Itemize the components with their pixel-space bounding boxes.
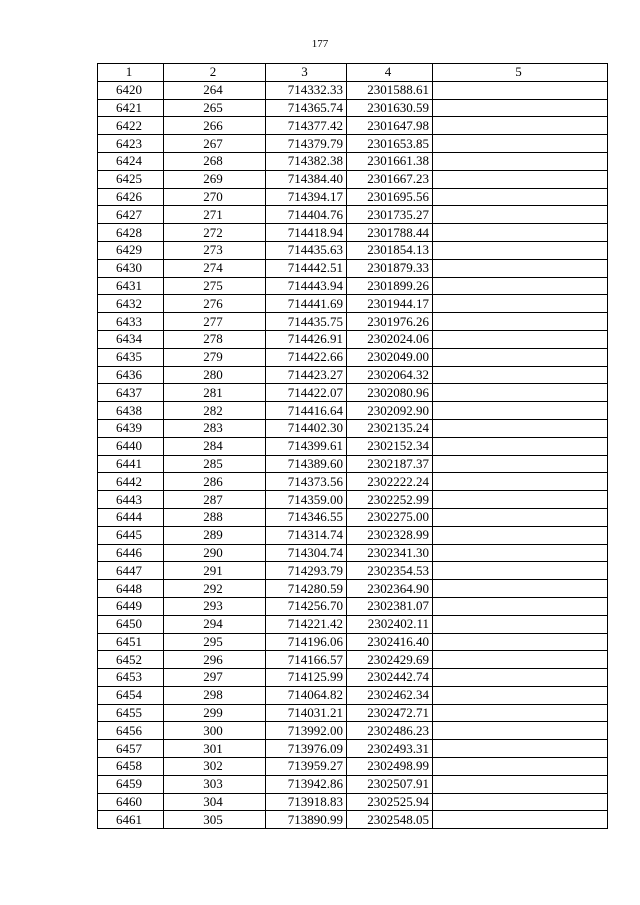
table-cell-col-2: 267 — [164, 135, 266, 153]
table-cell-col-1: 6447 — [98, 562, 164, 580]
table-row — [98, 508, 608, 526]
table-cell-col-1: 6454 — [98, 686, 164, 704]
table-row — [98, 348, 608, 366]
table-cell-col-1: 6443 — [98, 491, 164, 509]
header-row — [98, 64, 608, 82]
table-cell-col-1: 6428 — [98, 224, 164, 242]
table-cell-col-3: 714379.79 — [266, 135, 347, 153]
table-cell-col-4: 2302525.94 — [347, 793, 433, 811]
table-cell-col-5 — [433, 491, 608, 509]
table-cell-col-4: 2302252.99 — [347, 491, 433, 509]
table-cell-col-2: 272 — [164, 224, 266, 242]
table-cell-col-3: 714416.64 — [266, 402, 347, 420]
table-cell-col-3: 714389.60 — [266, 455, 347, 473]
table-cell-col-2: 301 — [164, 740, 266, 758]
table-cell-col-4: 2301976.26 — [347, 313, 433, 331]
table-cell-col-4: 2302275.00 — [347, 508, 433, 526]
table-cell-col-1: 6439 — [98, 419, 164, 437]
table-cell-col-4: 2301630.59 — [347, 99, 433, 117]
table-cell-col-5 — [433, 526, 608, 544]
table-cell-col-3: 714377.42 — [266, 117, 347, 135]
table-cell-col-1: 6437 — [98, 384, 164, 402]
table-cell-col-5 — [433, 313, 608, 331]
table-row — [98, 402, 608, 420]
table-cell-col-1: 6420 — [98, 81, 164, 99]
table-cell-col-2: 282 — [164, 402, 266, 420]
table-cell-col-1: 6429 — [98, 241, 164, 259]
table-row — [98, 615, 608, 633]
table-row — [98, 259, 608, 277]
table-cell-col-3: 714256.70 — [266, 597, 347, 615]
table-cell-col-4: 2301944.17 — [347, 295, 433, 313]
table-cell-col-4: 2302049.00 — [347, 348, 433, 366]
table-cell-col-4: 2301695.56 — [347, 188, 433, 206]
table-cell-col-3: 713918.83 — [266, 793, 347, 811]
table-row — [98, 277, 608, 295]
table-row — [98, 704, 608, 722]
table-cell-col-1: 6451 — [98, 633, 164, 651]
table-cell-col-1: 6446 — [98, 544, 164, 562]
table-row — [98, 544, 608, 562]
table-cell-col-4: 2302328.99 — [347, 526, 433, 544]
table-cell-col-5 — [433, 669, 608, 687]
table-cell-col-2: 284 — [164, 437, 266, 455]
table-cell-col-3: 714435.75 — [266, 313, 347, 331]
table-cell-col-1: 6452 — [98, 651, 164, 669]
table-cell-col-3: 714365.74 — [266, 99, 347, 117]
table-cell-col-5 — [433, 722, 608, 740]
table-cell-col-2: 268 — [164, 152, 266, 170]
column-header-4: 4 — [347, 64, 433, 82]
table-cell-col-2: 296 — [164, 651, 266, 669]
table-cell-col-4: 2302402.11 — [347, 615, 433, 633]
table-cell-col-5 — [433, 259, 608, 277]
table-row — [98, 686, 608, 704]
table-row — [98, 366, 608, 384]
table-cell-col-2: 291 — [164, 562, 266, 580]
table-cell-col-1: 6442 — [98, 473, 164, 491]
table-cell-col-4: 2301647.98 — [347, 117, 433, 135]
table-cell-col-5 — [433, 704, 608, 722]
table-cell-col-3: 714196.06 — [266, 633, 347, 651]
table-row — [98, 526, 608, 544]
table-cell-col-4: 2302354.53 — [347, 562, 433, 580]
table-cell-col-4: 2301735.27 — [347, 206, 433, 224]
table-cell-col-2: 270 — [164, 188, 266, 206]
table-row — [98, 491, 608, 509]
column-header-2: 2 — [164, 64, 266, 82]
table-cell-col-4: 2302341.30 — [347, 544, 433, 562]
table-cell-col-3: 714442.51 — [266, 259, 347, 277]
table-cell-col-3: 714422.66 — [266, 348, 347, 366]
table-cell-col-4: 2301879.33 — [347, 259, 433, 277]
table-cell-col-4: 2302381.07 — [347, 597, 433, 615]
table-cell-col-2: 278 — [164, 330, 266, 348]
table-cell-col-5 — [433, 580, 608, 598]
table-cell-col-1: 6445 — [98, 526, 164, 544]
table-cell-col-2: 276 — [164, 295, 266, 313]
table-row — [98, 651, 608, 669]
table-row — [98, 384, 608, 402]
table-cell-col-2: 290 — [164, 544, 266, 562]
table-cell-col-4: 2301899.26 — [347, 277, 433, 295]
table-cell-col-1: 6455 — [98, 704, 164, 722]
table-row — [98, 740, 608, 758]
table-cell-col-4: 2301667.23 — [347, 170, 433, 188]
table-cell-col-1: 6431 — [98, 277, 164, 295]
table-cell-col-2: 266 — [164, 117, 266, 135]
table-cell-col-5 — [433, 811, 608, 829]
table-cell-col-1: 6450 — [98, 615, 164, 633]
table-cell-col-3: 713959.27 — [266, 758, 347, 776]
table-row — [98, 455, 608, 473]
table-row — [98, 562, 608, 580]
table-cell-col-1: 6424 — [98, 152, 164, 170]
table-cell-col-3: 713992.00 — [266, 722, 347, 740]
column-header-5: 5 — [433, 64, 608, 82]
table-cell-col-3: 714125.99 — [266, 669, 347, 687]
table-cell-col-1: 6456 — [98, 722, 164, 740]
table-row — [98, 419, 608, 437]
table-cell-col-1: 6444 — [98, 508, 164, 526]
table-cell-col-5 — [433, 170, 608, 188]
table-cell-col-1: 6434 — [98, 330, 164, 348]
table-cell-col-3: 714422.07 — [266, 384, 347, 402]
table-cell-col-1: 6427 — [98, 206, 164, 224]
table-cell-col-5 — [433, 455, 608, 473]
table-cell-col-2: 300 — [164, 722, 266, 740]
table-row — [98, 473, 608, 491]
table-cell-col-3: 714332.33 — [266, 81, 347, 99]
table-cell-col-1: 6422 — [98, 117, 164, 135]
table-cell-col-2: 297 — [164, 669, 266, 687]
table-cell-col-4: 2302092.90 — [347, 402, 433, 420]
table-cell-col-2: 281 — [164, 384, 266, 402]
table-row — [98, 188, 608, 206]
table-row — [98, 81, 608, 99]
table-cell-col-1: 6458 — [98, 758, 164, 776]
table-cell-col-5 — [433, 508, 608, 526]
table-cell-col-2: 273 — [164, 241, 266, 259]
table-cell-col-5 — [433, 295, 608, 313]
column-header-1: 1 — [98, 64, 164, 82]
table-cell-col-4: 2302064.32 — [347, 366, 433, 384]
table-cell-col-4: 2302429.69 — [347, 651, 433, 669]
table-cell-col-2: 279 — [164, 348, 266, 366]
table-cell-col-3: 714404.76 — [266, 206, 347, 224]
table-cell-col-5 — [433, 277, 608, 295]
table-cell-col-5 — [433, 330, 608, 348]
table-cell-col-4: 2301588.61 — [347, 81, 433, 99]
coordinates-table — [97, 63, 608, 829]
table-row — [98, 437, 608, 455]
table-cell-col-3: 714423.27 — [266, 366, 347, 384]
table-cell-col-2: 293 — [164, 597, 266, 615]
table-cell-col-3: 713942.86 — [266, 775, 347, 793]
table-cell-col-1: 6461 — [98, 811, 164, 829]
table-cell-col-5 — [433, 651, 608, 669]
table-cell-col-1: 6449 — [98, 597, 164, 615]
table-cell-col-5 — [433, 615, 608, 633]
table-header — [98, 64, 608, 82]
table-cell-col-2: 265 — [164, 99, 266, 117]
table-cell-col-3: 714373.56 — [266, 473, 347, 491]
table-cell-col-2: 264 — [164, 81, 266, 99]
table-cell-col-2: 274 — [164, 259, 266, 277]
table-cell-col-3: 714384.40 — [266, 170, 347, 188]
table-cell-col-4: 2301661.38 — [347, 152, 433, 170]
table-cell-col-2: 305 — [164, 811, 266, 829]
table-cell-col-3: 714443.94 — [266, 277, 347, 295]
table-row — [98, 330, 608, 348]
table-cell-col-2: 304 — [164, 793, 266, 811]
table-cell-col-3: 714221.42 — [266, 615, 347, 633]
table-row — [98, 295, 608, 313]
table-row — [98, 135, 608, 153]
table-cell-col-5 — [433, 793, 608, 811]
table-cell-col-4: 2301854.13 — [347, 241, 433, 259]
table-row — [98, 669, 608, 687]
table-row — [98, 224, 608, 242]
table-cell-col-3: 714399.61 — [266, 437, 347, 455]
table-cell-col-3: 713976.09 — [266, 740, 347, 758]
table-cell-col-5 — [433, 188, 608, 206]
table-cell-col-5 — [433, 544, 608, 562]
table-cell-col-2: 292 — [164, 580, 266, 598]
table-cell-col-1: 6430 — [98, 259, 164, 277]
table-cell-col-3: 714402.30 — [266, 419, 347, 437]
table-cell-col-4: 2302442.74 — [347, 669, 433, 687]
table-cell-col-5 — [433, 224, 608, 242]
table-cell-col-2: 285 — [164, 455, 266, 473]
table-cell-col-5 — [433, 348, 608, 366]
table-body — [98, 81, 608, 828]
table-cell-col-3: 714418.94 — [266, 224, 347, 242]
table-cell-col-2: 269 — [164, 170, 266, 188]
table-cell-col-4: 2302548.05 — [347, 811, 433, 829]
table-row — [98, 241, 608, 259]
table-cell-col-5 — [433, 473, 608, 491]
table-cell-col-4: 2301653.85 — [347, 135, 433, 153]
table-cell-col-4: 2301788.44 — [347, 224, 433, 242]
table-cell-col-3: 714304.74 — [266, 544, 347, 562]
table-row — [98, 758, 608, 776]
table-cell-col-2: 298 — [164, 686, 266, 704]
table-cell-col-3: 714166.57 — [266, 651, 347, 669]
table-cell-col-2: 289 — [164, 526, 266, 544]
table-cell-col-4: 2302493.31 — [347, 740, 433, 758]
table-row — [98, 722, 608, 740]
table-cell-col-4: 2302152.34 — [347, 437, 433, 455]
table-cell-col-1: 6440 — [98, 437, 164, 455]
table-cell-col-2: 286 — [164, 473, 266, 491]
table-cell-col-4: 2302472.71 — [347, 704, 433, 722]
table-cell-col-5 — [433, 597, 608, 615]
table-cell-col-3: 714064.82 — [266, 686, 347, 704]
table-row — [98, 152, 608, 170]
table-cell-col-2: 283 — [164, 419, 266, 437]
table-cell-col-3: 714382.38 — [266, 152, 347, 170]
table-row — [98, 580, 608, 598]
table-cell-col-5 — [433, 384, 608, 402]
table-cell-col-4: 2302024.06 — [347, 330, 433, 348]
table-cell-col-1: 6435 — [98, 348, 164, 366]
table-cell-col-5 — [433, 117, 608, 135]
table-row — [98, 793, 608, 811]
table-cell-col-3: 714441.69 — [266, 295, 347, 313]
table-cell-col-4: 2302507.91 — [347, 775, 433, 793]
table-cell-col-5 — [433, 152, 608, 170]
table-cell-col-2: 275 — [164, 277, 266, 295]
table-cell-col-4: 2302222.24 — [347, 473, 433, 491]
table-cell-col-5 — [433, 437, 608, 455]
table-cell-col-4: 2302364.90 — [347, 580, 433, 598]
table-row — [98, 775, 608, 793]
table-row — [98, 99, 608, 117]
table-cell-col-2: 277 — [164, 313, 266, 331]
table-row — [98, 206, 608, 224]
table-row — [98, 170, 608, 188]
page-number: 177 — [311, 38, 329, 50]
column-header-3: 3 — [266, 64, 347, 82]
table-cell-col-1: 6425 — [98, 170, 164, 188]
table-cell-col-2: 288 — [164, 508, 266, 526]
table-cell-col-3: 714314.74 — [266, 526, 347, 544]
table-cell-col-2: 280 — [164, 366, 266, 384]
table-cell-col-3: 714031.21 — [266, 704, 347, 722]
table-cell-col-3: 714359.00 — [266, 491, 347, 509]
table-cell-col-5 — [433, 135, 608, 153]
table-cell-col-5 — [433, 366, 608, 384]
table-cell-col-5 — [433, 633, 608, 651]
table-cell-col-3: 714394.17 — [266, 188, 347, 206]
table-cell-col-4: 2302462.34 — [347, 686, 433, 704]
table-cell-col-2: 303 — [164, 775, 266, 793]
table-cell-col-2: 302 — [164, 758, 266, 776]
table-cell-col-5 — [433, 241, 608, 259]
table-cell-col-4: 2302080.96 — [347, 384, 433, 402]
table-cell-col-4: 2302486.23 — [347, 722, 433, 740]
table-cell-col-5 — [433, 758, 608, 776]
table-cell-col-3: 713890.99 — [266, 811, 347, 829]
table-cell-col-1: 6453 — [98, 669, 164, 687]
table-cell-col-1: 6433 — [98, 313, 164, 331]
table-cell-col-1: 6436 — [98, 366, 164, 384]
table-cell-col-5 — [433, 740, 608, 758]
table-cell-col-1: 6432 — [98, 295, 164, 313]
table-cell-col-4: 2302187.37 — [347, 455, 433, 473]
table-row — [98, 313, 608, 331]
table-row — [98, 633, 608, 651]
table-cell-col-1: 6459 — [98, 775, 164, 793]
table-cell-col-3: 714280.59 — [266, 580, 347, 598]
table-cell-col-5 — [433, 419, 608, 437]
table-cell-col-4: 2302135.24 — [347, 419, 433, 437]
table-cell-col-2: 295 — [164, 633, 266, 651]
table-cell-col-5 — [433, 81, 608, 99]
table-cell-col-4: 2302498.99 — [347, 758, 433, 776]
table-cell-col-3: 714426.91 — [266, 330, 347, 348]
table-cell-col-5 — [433, 206, 608, 224]
table-cell-col-1: 6423 — [98, 135, 164, 153]
table-cell-col-1: 6438 — [98, 402, 164, 420]
table-cell-col-5 — [433, 775, 608, 793]
table-cell-col-5 — [433, 686, 608, 704]
table-cell-col-4: 2302416.40 — [347, 633, 433, 651]
table-cell-col-3: 714435.63 — [266, 241, 347, 259]
table-cell-col-5 — [433, 562, 608, 580]
table-cell-col-2: 299 — [164, 704, 266, 722]
table-cell-col-5 — [433, 99, 608, 117]
table-row — [98, 811, 608, 829]
table-cell-col-1: 6426 — [98, 188, 164, 206]
table-cell-col-5 — [433, 402, 608, 420]
table-row — [98, 597, 608, 615]
table-cell-col-2: 271 — [164, 206, 266, 224]
table-cell-col-1: 6460 — [98, 793, 164, 811]
table-cell-col-2: 287 — [164, 491, 266, 509]
table-cell-col-2: 294 — [164, 615, 266, 633]
table-cell-col-3: 714293.79 — [266, 562, 347, 580]
table-cell-col-1: 6448 — [98, 580, 164, 598]
table-cell-col-1: 6421 — [98, 99, 164, 117]
table-cell-col-1: 6457 — [98, 740, 164, 758]
table-row — [98, 117, 608, 135]
table-cell-col-3: 714346.55 — [266, 508, 347, 526]
table-cell-col-1: 6441 — [98, 455, 164, 473]
